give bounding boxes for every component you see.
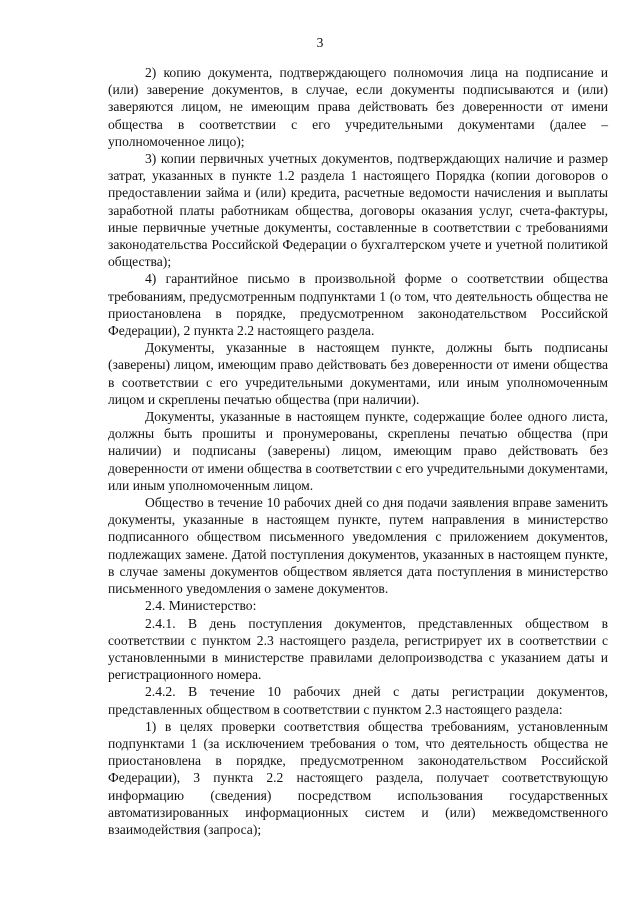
paragraph-binding-requirement: Документы, указанные в настоящем пункте, содержащие более одного листа, должны быть прошиты и пронумерованы, скреплены печатью общества (при наличии) и подписаны (заверены) лицом, имеющим право действовать без доверенности от имени общества в соответствии с его учредительными документами, или иным уполномоченным лицом.: [108, 409, 608, 493]
paragraph-item-2-power-of-attorney: 2) копию документа, подтверждающего полномочия лица на подписание и (или) заверение документов, в случае, если документы подписываются и (или) заверяются лицом, не имеющим права действовать без доверенности от имени общества в соответствии с его учредительными документами (далее – уполномоченное лицо);: [108, 65, 608, 149]
paragraph-signature-requirement: Документы, указанные в настоящем пункте, должны быть подписаны (заверены) лицом, имеющим право действовать без доверенности от имени общества в соответствии с его учредительными документами, или иным уполномоченным лицом и скреплены печатью общества (при наличии).: [108, 340, 608, 407]
paragraph-section-2-4-heading: 2.4. Министерство:: [145, 598, 257, 614]
page-number: 3: [316, 35, 324, 50]
document-body: [108, 64, 608, 838]
paragraph-section-2-4-2-item-1: 1) в целях проверки соответствия общества требованиям, установленным подпунктами 1 (за исключением требования о том, что деятельность общества не приостановлена в порядке, предусмотренном законодательством Российской Федерации), 3 пункта 2.2 настоящего раздела, получает соответствующую информацию (сведения) посредством использования государственных автоматизированных информационных систем и (или) межведомственного взаимодействия (запроса);: [108, 718, 608, 837]
paragraph-section-2-4-1: 2.4.1. В день поступления документов, представленных обществом в соответствии с пунктом 2.3 настоящего раздела, регистрирует их в соответствии с установленными в министерстве правилами делопроизводства с указанием даты и регистрационного номера.: [108, 615, 608, 683]
paragraph-document-replacement: Общество в течение 10 рабочих дней со дня подачи заявления вправе заменить документы, указанные в настоящем пункте, путем направления в министерство подписанного обществом письменного уведомления с приложением документов, подлежащих замене. Датой поступления документов, указанных в настоящем пункте, в случае замены документов обществом является дата поступления в министерство письменного уведомления о замене документов.: [108, 495, 608, 597]
paragraph-item-3-primary-documents: 3) копии первичных учетных документов, подтверждающих наличие и размер затрат, указанных в пункте 1.2 раздела 1 настоящего Порядка (копии договоров о предоставлении займа и (или) кредита, расчетные ведомости начисления и выплаты заработной платы работникам общества, договоры оказания услуг, счета-фактуры, иные первичные учетные документы, составленные в соответствии с требованиями законодательства Российской Федерации о бухгалтерском учете и учетной политикой общества);: [108, 151, 608, 270]
paragraph-section-2-4-2: 2.4.2. В течение 10 рабочих дней с даты регистрации документов, представленных обществом в соответствии с пунктом 2.3 настоящего раздела:: [108, 684, 608, 717]
paragraph-item-4-guarantee-letter: 4) гарантийное письмо в произвольной форме о соответствии общества требованиям, предусмотренным подпунктами 1 (о том, что деятельность общества не приостановлена в порядке, предусмотренном законодательством Российской Федерации), 2 пункта 2.2 настоящего раздела.: [108, 271, 608, 339]
